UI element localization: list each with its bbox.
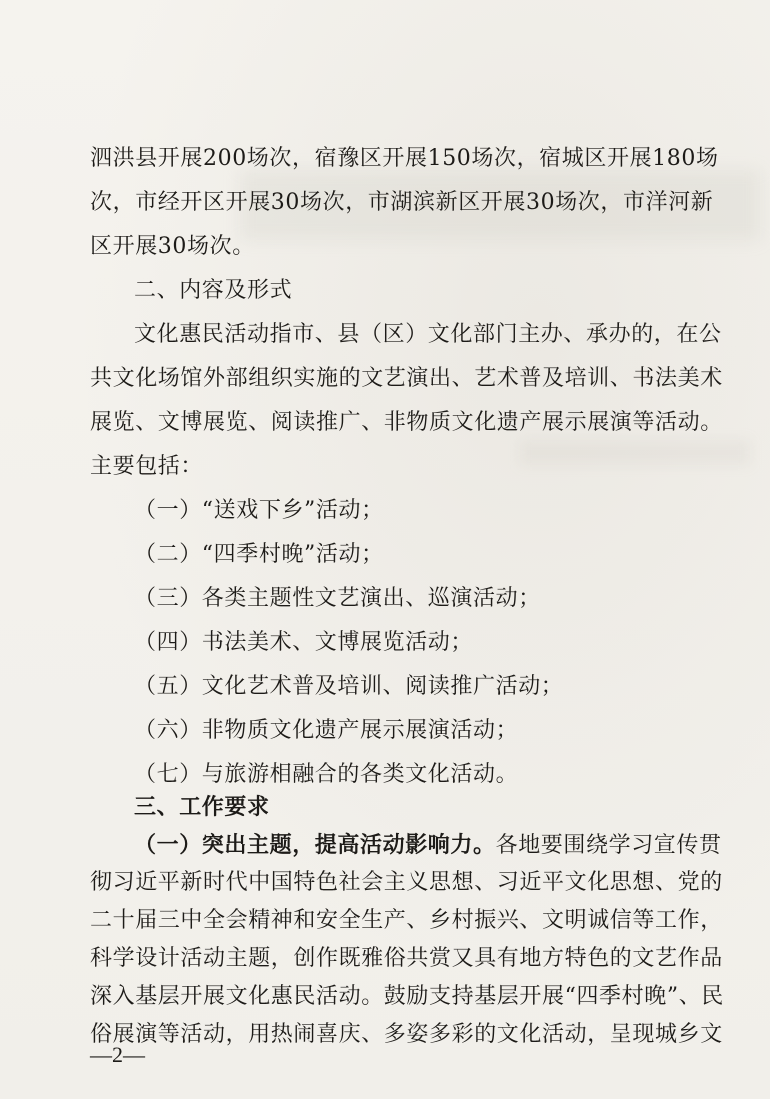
- list-item: （一）“送戏下乡”活动；: [134, 498, 384, 523]
- body-text-line: 二十届三中全会精神和安全生产、乡村振兴、文明诚信等工作，: [90, 908, 723, 933]
- list-item: （二）“四季村晚”活动；: [134, 542, 384, 567]
- body-text-line: 泗洪县开展200场次，宿豫区开展150场次，宿城区开展180场: [90, 146, 719, 171]
- body-text-line: 共文化场馆外部组织实施的文艺演出、艺术普及培训、书法美术: [90, 366, 723, 391]
- body-text-line: 区开展30场次。: [90, 234, 255, 259]
- subsection-heading: （一）突出主题，提高活动影响力。: [134, 832, 496, 858]
- list-item: （六）非物质文化遗产展示展演活动；: [134, 718, 519, 743]
- page-number: —2—: [90, 1042, 145, 1067]
- body-text-line: 深入基层开展文化惠民活动。鼓励支持基层开展“四季村晚”、民: [90, 984, 724, 1009]
- body-text-line: 文化惠民活动指市、县（区）文化部门主办、承办的，在公: [134, 322, 722, 347]
- body-text-line: 科学设计活动主题，创作既雅俗共赏又具有地方特色的文艺作品: [90, 946, 723, 971]
- body-text-line: 展览、文博展览、阅读推广、非物质文化遗产展示展演等活动。: [90, 410, 723, 435]
- body-text-line: 次，市经开区开展30场次，市湖滨新区开展30场次，市洋河新: [90, 190, 714, 215]
- body-text-line: 彻习近平新时代中国特色社会主义思想、习近平文化思想、党的: [90, 870, 723, 895]
- body-text-span: 各地要围绕学习宣传贯: [495, 833, 722, 858]
- list-item: （三）各类主题性文艺演出、巡演活动；: [134, 586, 541, 611]
- list-item: （五）文化艺术普及培训、阅读推广活动；: [134, 674, 564, 699]
- list-item: （七）与旅游相融合的各类文化活动。: [134, 762, 519, 787]
- section-heading: 三、工作要求: [134, 794, 270, 820]
- section-heading: 二、内容及形式: [134, 278, 293, 303]
- body-text-line: 俗展演等活动，用热闹喜庆、多姿多彩的文化活动，呈现城乡文: [90, 1022, 723, 1047]
- body-text-line: 主要包括：: [90, 454, 204, 479]
- list-item: （四）书法美术、文博展览活动；: [134, 630, 474, 655]
- body-text-line: [134, 828, 722, 863]
